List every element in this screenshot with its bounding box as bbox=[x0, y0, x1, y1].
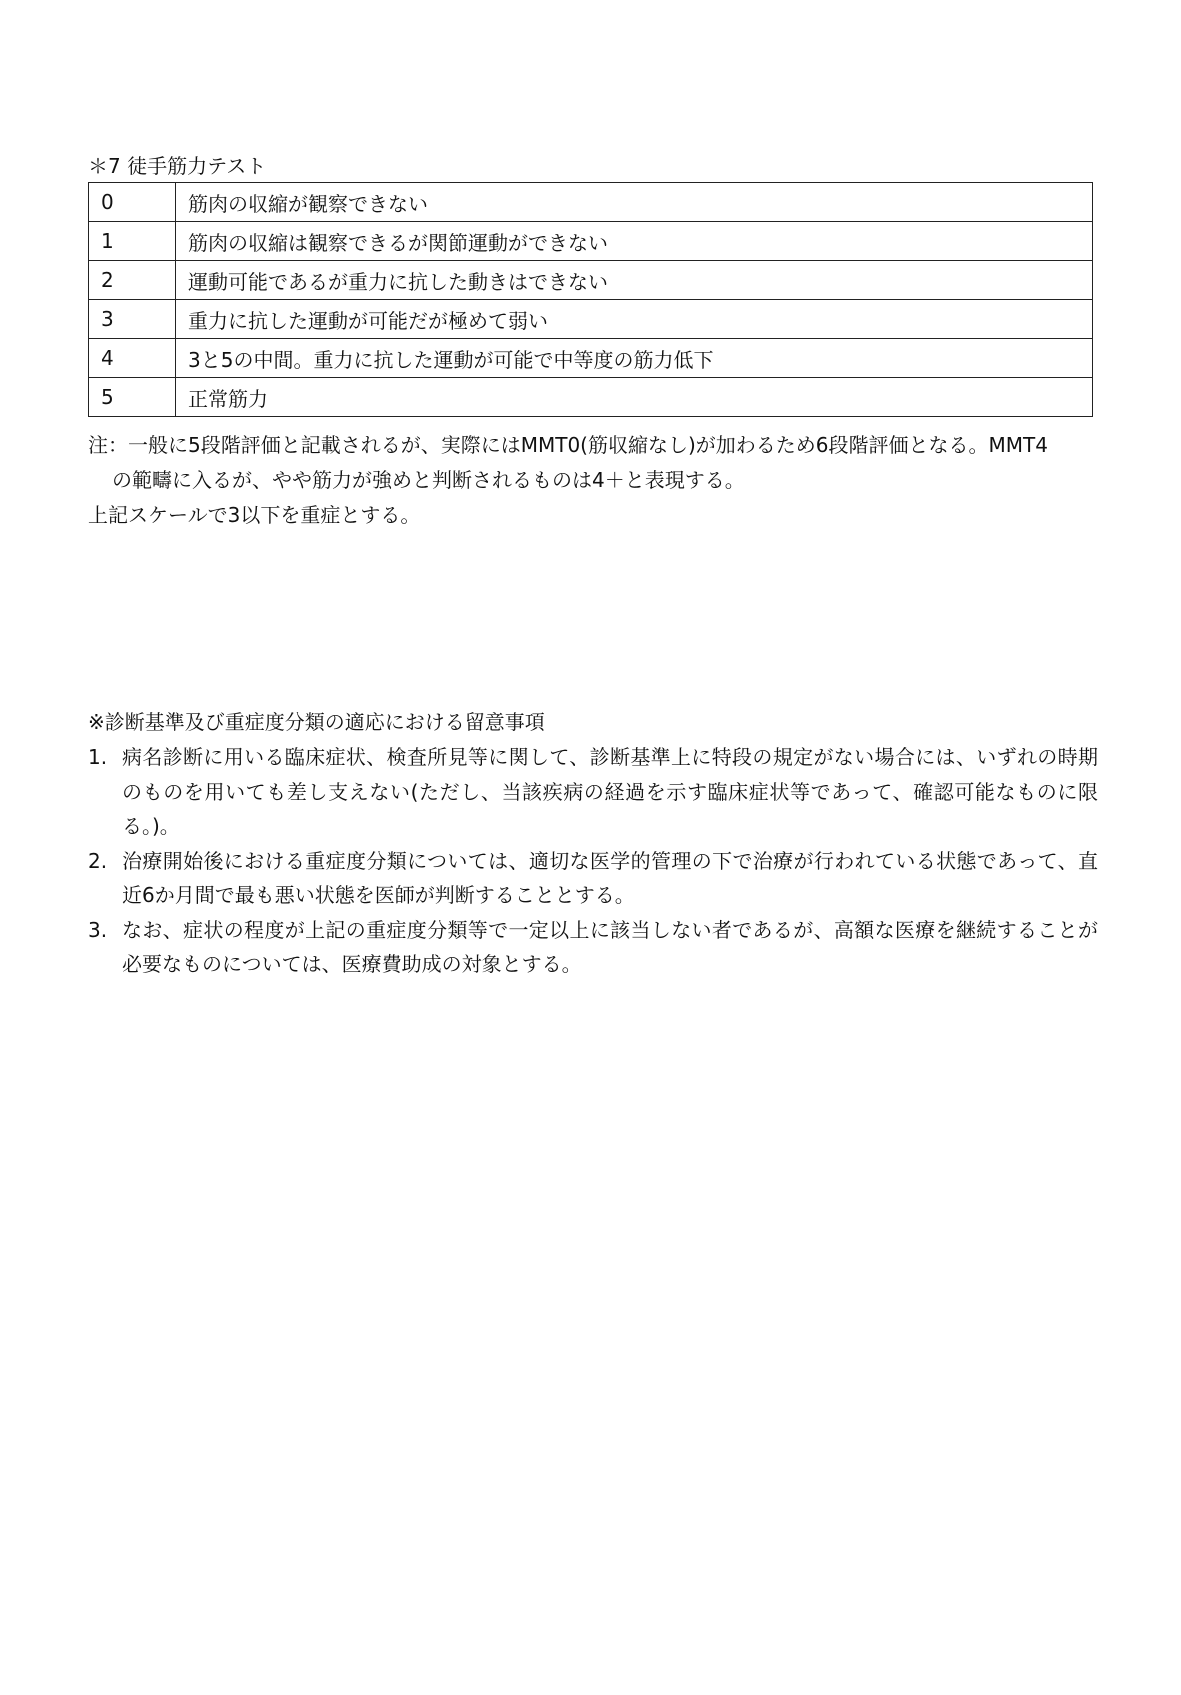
description-cell: 筋肉の収縮が観察できない bbox=[176, 183, 1093, 222]
list-item bbox=[88, 913, 1098, 982]
table-row bbox=[89, 261, 1093, 300]
list-number: 3. bbox=[88, 917, 108, 942]
grade-cell: 5 bbox=[89, 378, 176, 417]
table-notes bbox=[88, 428, 1098, 533]
list-number: 2. bbox=[88, 848, 108, 873]
remarks-heading: ※診断基準及び重症度分類の適応における留意事項 bbox=[88, 710, 545, 734]
description-cell: 筋肉の収縮は観察できるが関節運動ができない bbox=[176, 222, 1093, 261]
list-text: 病名診断に用いる臨床症状、検査所見等に関して、診断基準上に特段の規定がない場合には、いずれの時期のものを用いても差し支えない(ただし、当該疾病の経過を示す臨床症状等であって、確認可能なものに限る。)。 bbox=[122, 745, 1098, 838]
section-title: ＊7 徒手筋力テスト bbox=[88, 154, 267, 178]
list-number: 1. bbox=[88, 745, 108, 769]
description-cell: 運動可能であるが重力に抗した動きはできない bbox=[176, 261, 1093, 300]
note-line: の範疇に入るが、やや筋力が強めと判断されるものは4＋と表現する。 bbox=[112, 468, 745, 492]
remarks-section bbox=[88, 705, 1098, 982]
list-item bbox=[88, 844, 1098, 913]
grade-cell: 3 bbox=[89, 300, 176, 339]
grade-cell: 1 bbox=[89, 222, 176, 261]
grade-cell: 2 bbox=[89, 261, 176, 300]
description-cell: 重力に抗した運動が可能だが極めて弱い bbox=[176, 300, 1093, 339]
list-text: なお、症状の程度が上記の重症度分類等で一定以上に該当しない者であるが、高額な医療を継続することが必要なものについては、医療費助成の対象とする。 bbox=[122, 917, 1098, 976]
table-row bbox=[89, 300, 1093, 339]
remarks-list bbox=[88, 740, 1098, 982]
table-row bbox=[89, 183, 1093, 222]
description-cell: 3と5の中間。重力に抗した運動が可能で中等度の筋力低下 bbox=[176, 339, 1093, 378]
note-line: 上記スケールで3以下を重症とする。 bbox=[88, 503, 421, 527]
table-row bbox=[89, 378, 1093, 417]
list-text: 治療開始後における重症度分類については、適切な医学的管理の下で治療が行われている状態であって、直近6か月間で最も悪い状態を医師が判断することとする。 bbox=[122, 848, 1098, 907]
note-line: 注：一般に5段階評価と記載されるが、実際にはMMT0(筋収縮なし)が加わるため6段階評価となる。MMT4 bbox=[88, 433, 1048, 457]
list-item bbox=[88, 740, 1098, 844]
description-cell: 正常筋力 bbox=[176, 378, 1093, 417]
grade-cell: 4 bbox=[89, 339, 176, 378]
table-row bbox=[89, 339, 1093, 378]
table-row bbox=[89, 222, 1093, 261]
mmt-table bbox=[88, 182, 1093, 417]
grade-cell: 0 bbox=[89, 183, 176, 222]
